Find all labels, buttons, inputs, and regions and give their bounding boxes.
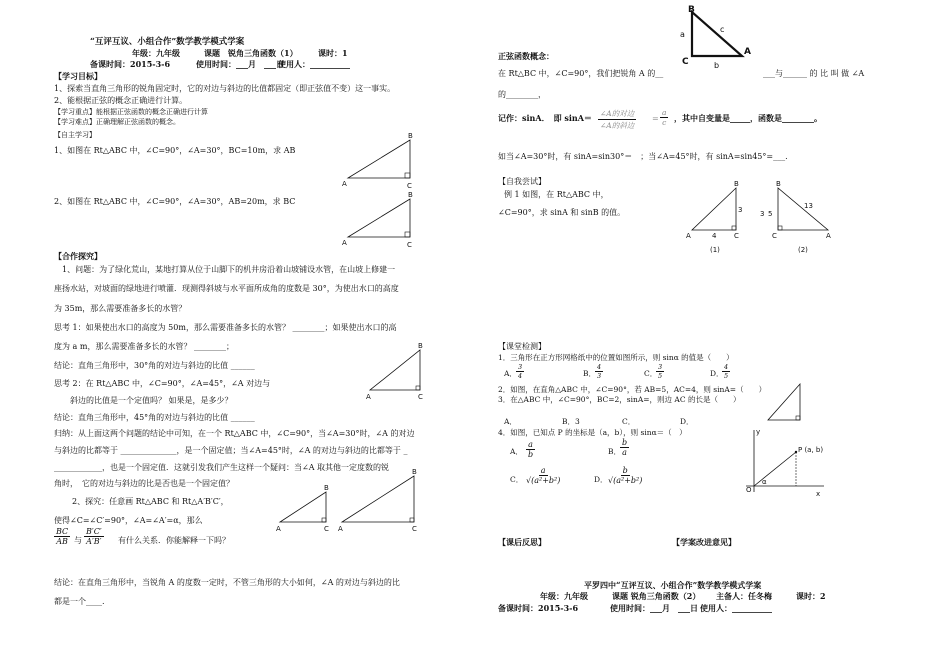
problem-line-2: 座扬水站，对坡面的绿地进行喷灌．现测得斜坡与水平面所成角的度数是 30°，为使出水口的高度 xyxy=(54,284,399,293)
period: 课时：1 xyxy=(318,48,348,58)
footer-period: 课时：2 xyxy=(796,591,826,601)
axis-y-label: y xyxy=(756,428,761,436)
goals-title: 【学习目标】 xyxy=(54,71,102,81)
label-B: B xyxy=(688,5,695,15)
label-C: C xyxy=(772,232,777,240)
explore-line-3: 有什么关系．你能解释一下吗？ xyxy=(118,536,230,545)
summary-line-2: 与斜边的比都等于 ______________，是一个固定值；当∠A=45°时，∠A 的对边与斜边的比都等于 _ xyxy=(54,446,408,455)
q1-option-d-value: $\frac{4}{5}$ xyxy=(724,363,729,380)
q4-option-d-value: $\frac{b}{\text{√(a²+b²)}}$ xyxy=(608,466,643,485)
q3-option-a: A． xyxy=(504,417,517,426)
q1-option-b: B． xyxy=(583,369,597,378)
label-A: A xyxy=(342,180,347,188)
label-C: C xyxy=(324,525,329,533)
goal-1: 1、探索当直角三角形的锐角固定时，它的对边与斜边的比值都固定（即正弦值不变）这一事实。 xyxy=(54,84,396,93)
footer-use-time: 使用时间：___月 ___日 xyxy=(610,603,698,613)
conclusion-3-line-2: 都是一个____. xyxy=(54,597,105,606)
q4-option-c: C． xyxy=(510,475,524,484)
alpha-label: α xyxy=(762,478,767,486)
check-question-1: 1．三角形在正方形网格纸中的位置如图所示，则 sinα 的值是（ ） xyxy=(498,353,734,362)
triangle-figure-5 xyxy=(338,470,428,532)
q1-option-c: C． xyxy=(644,369,658,378)
label-B: B xyxy=(408,191,413,199)
explore-line-2: 使得∠C=∠C′=90°，∠A=∠A′=α，那么 xyxy=(54,516,203,525)
self-try-title: 【自我尝试】 xyxy=(498,177,546,186)
q3-option-c: C． xyxy=(622,417,636,426)
check-triangle xyxy=(764,380,804,428)
label-3: 3 xyxy=(760,210,765,218)
user: 使用人：__________ xyxy=(278,59,350,69)
definition-title: 正弦函数概念： xyxy=(498,51,554,61)
triangle-abc-top xyxy=(672,4,762,70)
footer-topic: 课题 锐角三角函数（2） xyxy=(612,591,701,601)
label-C: C xyxy=(412,525,417,533)
q1-option-a: A． xyxy=(504,369,517,378)
q4-option-d: D． xyxy=(594,475,608,484)
difficulty: 【学习难点】正确理解正弦函数的概念。 xyxy=(54,118,180,126)
equals-sign: = xyxy=(652,114,659,123)
label-A: A xyxy=(686,232,691,240)
label-C: C xyxy=(734,232,739,240)
label-13: 13 xyxy=(804,202,813,210)
fraction-bc-ab: $\frac{BC}{AB}$ xyxy=(56,527,69,546)
check-question-4: 4．如图，已知点 P 的坐标是（a，b），则 sinα＝（ ） xyxy=(498,428,687,437)
cooperation-title: 【合作探究】 xyxy=(54,251,102,261)
topic-label: 课题 xyxy=(204,48,220,58)
topic: 锐角三角函数（1） xyxy=(228,48,298,58)
label-C: C xyxy=(682,57,689,67)
label-5: 5 xyxy=(768,210,773,218)
think-1-line-2: 度为 a m，那么需要准备多长的水管？ ________； xyxy=(54,342,234,351)
q4-option-b-value: $\frac{b}{a}$ xyxy=(622,438,628,457)
key-point: 【学习重点】能根据正弦函数的概念正确进行计算 xyxy=(54,108,208,116)
triangle-figure-2 xyxy=(340,191,420,251)
triangle-figure-4 xyxy=(276,484,336,533)
q1-option-a-value: $\frac{3}{4}$ xyxy=(518,363,523,380)
label-B: B xyxy=(776,180,781,188)
example-triangle-1 xyxy=(686,180,746,260)
label-A: A xyxy=(342,239,347,247)
q4-option-a: A． xyxy=(510,447,523,456)
conclusion-3-line-1: 结论：在直角三角形中，当锐角 A 的度数一定时，不管三角形的大小如何，∠A 的对边与斜边的比 xyxy=(54,578,400,587)
notation-tail: ，其中自变量是_____，函数是________。 xyxy=(674,113,822,123)
use-time: 使用时间：___月 ___日 xyxy=(196,59,284,69)
triangle-figure-3 xyxy=(366,342,426,402)
fraction-bc-ab-prime: $\frac{B'C'}{A'B'}$ xyxy=(86,527,102,546)
self-try-line-2: ∠C=90°，求 sinA 和 sinB 的值。 xyxy=(498,208,626,217)
q4-option-c-value: $\frac{a}{\text{√(a²+b²)}}$ xyxy=(526,466,561,485)
label-B: B xyxy=(324,484,329,492)
figure-1-caption: (1) xyxy=(710,246,720,254)
summary-line-4: 角时， 它的对边与斜边的比是否也是一个固定值？ xyxy=(54,479,234,488)
with-word: 与 xyxy=(74,536,82,545)
conclusion-1: 结论：直角三角形中，30°角的对边与斜边的比值 ______ xyxy=(54,361,255,370)
label-B: B xyxy=(408,132,413,140)
q4-option-a-value: $\frac{a}{b}$ xyxy=(528,440,534,459)
label-B: B xyxy=(734,180,739,188)
label-3: 3 xyxy=(738,206,743,214)
label-A: A xyxy=(338,525,343,533)
label-C: C xyxy=(407,182,412,190)
q3-option-b: B．3 xyxy=(562,417,580,426)
figure-2-caption: (2) xyxy=(798,246,808,254)
label-A: A xyxy=(366,393,371,401)
think-2-line-1: 思考 2：在 Rt△ABC 中，∠C=90°，∠A=45°，∠A 对边与 xyxy=(54,379,271,388)
label-A: A xyxy=(276,525,281,533)
summary-line-3: ____________，也是一个固定值．这就引发我们产生这样一个疑问：当∠A 取其他一定度数的锐 xyxy=(54,463,390,472)
q1-option-d: D． xyxy=(710,369,724,378)
class-test-title: 【课堂检测】 xyxy=(498,342,546,351)
footer-user: 使用人：__________ xyxy=(700,603,772,613)
grade: 年级：九年级 xyxy=(132,48,180,58)
explore-line-1: 2、探究：任意画 Rt△ABC 和 Rt△A′B′C′， xyxy=(72,497,229,506)
problem-line-1: 1、问题：为了绿化荒山，某地打算从位于山脚下的机井房沿着山坡铺设水管，在山坡上修建一 xyxy=(62,265,396,274)
conclusion-2: 结论：直角三角形中，45°角的对边与斜边的比值 ______ xyxy=(54,413,255,422)
label-C: C xyxy=(407,241,412,249)
q1-option-c-value: $\frac{3}{5}$ xyxy=(658,363,663,380)
definition-line-1b: ___与______ 的 比 叫 做 ∠A xyxy=(763,69,865,78)
label-B: B xyxy=(412,468,417,476)
label-b: b xyxy=(714,61,720,70)
triangle-figure-1 xyxy=(340,132,420,192)
label-a: a xyxy=(680,30,685,39)
check-question-2: 2．如图，在直角△ABC 中，∠C=90°，若 AB=5，AC=4，则 sinA=（ ） xyxy=(498,385,767,394)
check-question-3: 3．在△ABC 中，∠C=90°，BC=2，sinA=，则边 AC 的长是（ ） xyxy=(498,395,741,404)
label-B: B xyxy=(418,342,423,350)
footer-grade: 年级：九年级 xyxy=(540,591,588,601)
label-4: 4 xyxy=(712,232,717,240)
think-2-line-2: 斜边的比值是一个定值吗？ 如果是，是多少？ xyxy=(70,396,233,405)
q4-option-b: B． xyxy=(608,447,622,456)
improvement-title: 【学案改进意见】 xyxy=(672,537,736,547)
example-triangle-2 xyxy=(758,180,834,260)
example-line: 如当∠A=30°时，有 sinA=sin30°＝ ；当∠A=45°时，有 sinA=sin45°=___. xyxy=(498,152,788,161)
label-A: A xyxy=(744,47,751,57)
coordinate-figure xyxy=(740,428,830,498)
prep-time: 备课时间：2015-3-6 xyxy=(90,59,171,69)
q3-option-d: D． xyxy=(680,417,694,426)
label-C: C xyxy=(418,393,423,401)
goal-2: 2、能根据正弦的概念正确进行计算。 xyxy=(54,96,188,105)
point-p-label: P (a, b) xyxy=(798,446,824,454)
notation: 记作：sinA． 即 sinA＝ xyxy=(498,113,592,123)
question-1: 1、如图在 Rt△ABC 中，∠C=90°，∠A=30°，BC=10m，求 AB xyxy=(54,146,296,155)
footer-author: 主备人：任冬梅 xyxy=(716,591,772,601)
footer-prep-time: 备课时间：2015-3-6 xyxy=(498,603,579,613)
problem-line-3: 为 35m，那么需要准备多长的水管？ xyxy=(54,304,187,313)
question-2: 2、如图在 Rt△ABC 中，∠C=90°，∠A=30°，AB=20m，求 BC xyxy=(54,197,296,206)
axis-x-label: x xyxy=(816,490,821,498)
sin-definition-fraction: ∠A的对边 ∠A的斜边 xyxy=(600,109,635,130)
a-over-c-fraction: $\frac{a}{c}$ xyxy=(662,108,667,127)
summary-line-1: 归纳：从上面这两个问题的结论中可知，在一个 Rt△ABC 中，∠C=90°，当∠A=30°时，∠A 的对边 xyxy=(54,429,415,438)
label-A: A xyxy=(826,232,831,240)
self-try-line-1: 例 1 如图，在 Rt△ABC 中， xyxy=(504,190,609,199)
think-1-line-1: 思考 1：如果使出水口的高度为 50m，那么需要准备多长的水管？ ________；如果使出水口的高 xyxy=(54,323,397,332)
q1-option-b-value: $\frac{4}{3}$ xyxy=(597,363,602,380)
label-c: c xyxy=(720,25,725,34)
origin-label: O xyxy=(746,486,752,494)
page-title: “互评互议、小组合作”数学教学模式学案 xyxy=(90,37,245,47)
definition-line-1: 在 Rt△BC 中，∠C=90°，我们把锐角 A 的__ xyxy=(498,69,664,78)
definition-line-2: 的________， xyxy=(498,90,546,99)
footer-title: 平罗四中“互评互议、小组合作”数学教学模式学案 xyxy=(584,580,762,590)
reflection-title: 【课后反思】 xyxy=(498,537,546,547)
self-study-title: 【自主学习】 xyxy=(54,131,96,139)
